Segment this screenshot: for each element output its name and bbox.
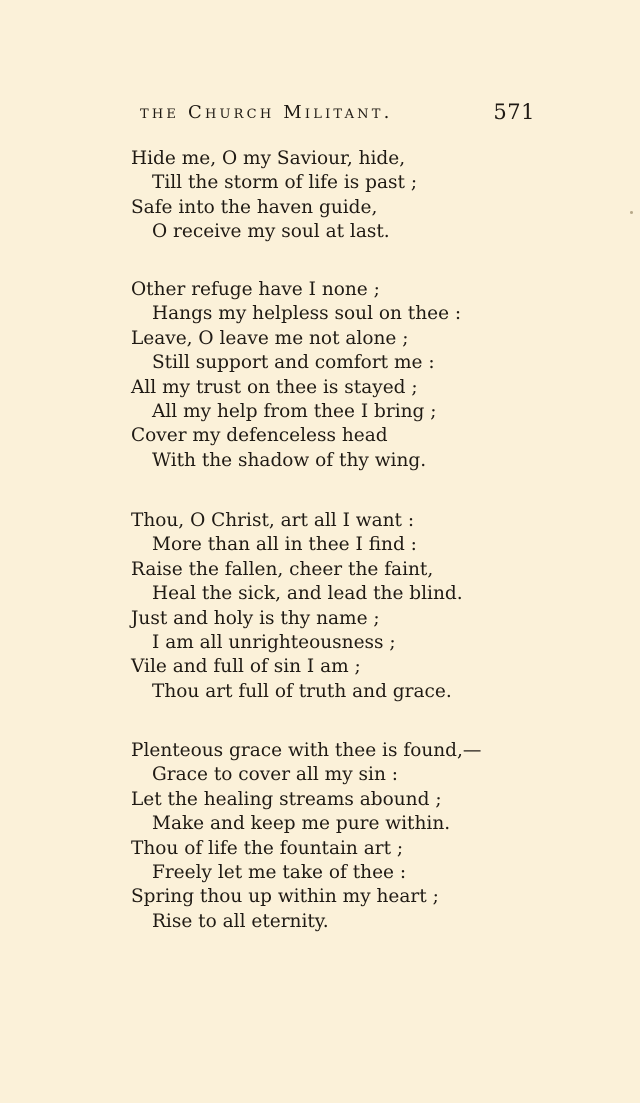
verse-line: All my help from thee I bring ; (152, 401, 437, 423)
verse-line: Cover my defenceless head (131, 425, 388, 447)
verse-line: Still support and comfort me : (152, 352, 435, 374)
verse-line: With the shadow of thy wing. (152, 449, 427, 471)
verse-line: Other refuge have I none ; (131, 279, 380, 300)
stanza-3 (131, 509, 463, 704)
running-title: the Church Militant. (140, 102, 393, 123)
verse-line: Freely let me take of thee : (152, 862, 407, 884)
verse-line: O receive my soul at last. (152, 221, 390, 243)
stanza-2 (131, 278, 461, 473)
verse-line: Safe into the haven guide, (131, 196, 378, 218)
verse-line: Thou of life the fountain art ; (131, 837, 404, 859)
verse-line: Grace to cover all my sin : (152, 764, 398, 786)
verse-line: Hangs my helpless soul on thee : (152, 303, 462, 325)
verse-line: Heal the sick, and lead the blind. (152, 583, 463, 605)
page-number: 571 (493, 100, 535, 124)
stanza-1 (131, 147, 417, 245)
verse-line: Spring thou up within my heart ; (131, 886, 439, 908)
verse-line: Thou, O Christ, art all I want : (131, 510, 415, 531)
paper-speck (630, 211, 633, 214)
verse-line: Let the healing streams abound ; (131, 788, 442, 810)
verse-line: Rise to all eternity. (152, 910, 329, 932)
verse-line: Thou art full of truth and grace. (152, 680, 452, 702)
verse-line: Plenteous grace with thee is found,— (131, 740, 482, 761)
running-head (140, 100, 535, 130)
verse-line: Make and keep me pure within. (152, 813, 451, 835)
verse-line: All my trust on thee is stayed ; (131, 376, 418, 398)
verse-line: More than all in thee I find : (152, 534, 417, 556)
verse-line: Vile and full of sin I am ; (131, 656, 361, 678)
verse-line: Just and holy is thy name ; (131, 607, 380, 629)
verse-line: Raise the fallen, cheer the faint, (131, 558, 434, 580)
verse-line: Hide me, O my Saviour, hide, (131, 148, 406, 169)
verse-line: Till the storm of life is past ; (152, 172, 418, 194)
verse-line: Leave, O leave me not alone ; (131, 327, 409, 349)
verse-line: I am all unrighteousness ; (152, 632, 396, 654)
stanza-4 (131, 739, 481, 934)
